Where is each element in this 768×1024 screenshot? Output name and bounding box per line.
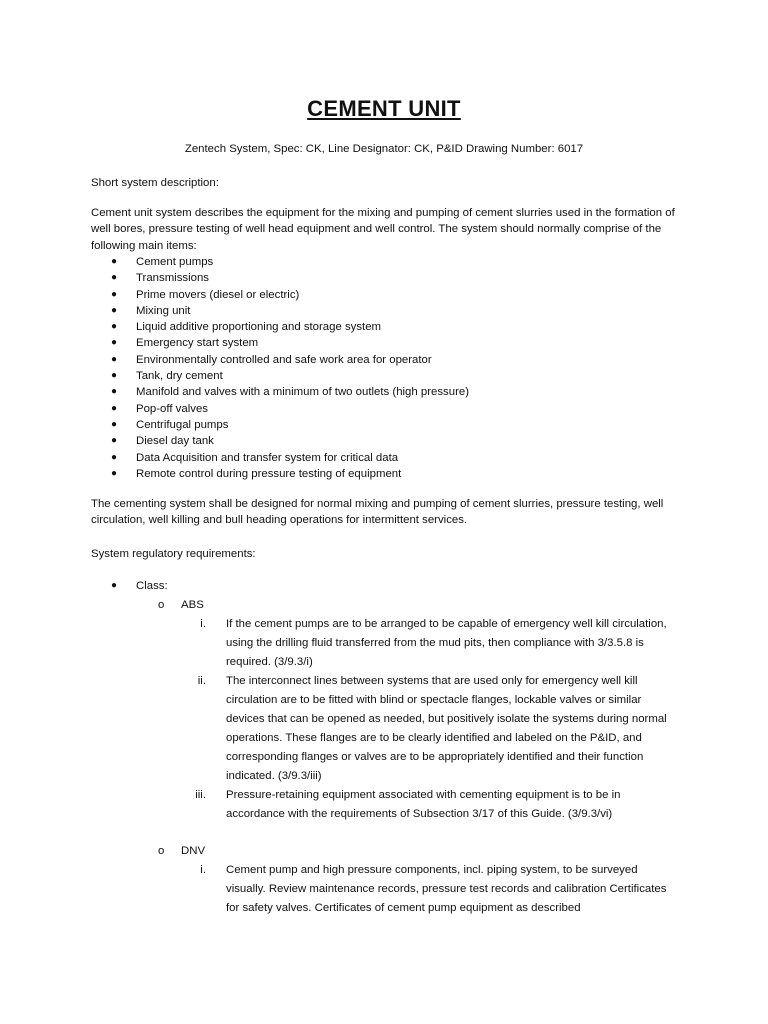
list-item: ● Liquid additive proportioning and storage system — [0, 319, 768, 335]
bullet-icon: ● — [111, 304, 118, 316]
circle-bullet-icon: o — [158, 599, 165, 611]
list-item: ● Transmissions — [0, 270, 768, 286]
system-spec-line: Zentech System, Spec: CK, Line Designator: CK, P&ID Drawing Number: 6017 — [184, 143, 584, 155]
bullet-icon: ● — [111, 418, 118, 430]
bullet-icon: ● — [111, 402, 118, 414]
list-item: ● Prime movers (diesel or electric) — [0, 287, 768, 303]
circle-bullet-icon: o — [158, 845, 165, 857]
list-item: ● Centrifugal pumps — [0, 417, 768, 433]
abs-requirement-text: If the cement pumps are to be arranged to be capable of emergency well kill circulation, using the drilling fluid transferred from the mud pits, then compliance with 3/3.5.8 is required. (3/9.3/i) — [226, 618, 667, 668]
document-title: CEMENT UNIT — [307, 96, 461, 121]
abs-requirement-text: The interconnect lines between systems that are used only for emergency well kill circulation are to be fitted with blind or spectacle flanges, lockable valves or similar devices that can be opened as needed, but positively isolate the systems during normal operations. These flanges are to be clearly identified and labeled on the P&ID, and corresponding flanges or valves are to be appropriately identified and their function indicated. (3/9.3/iii) — [226, 675, 667, 782]
bullet-icon: ● — [111, 337, 118, 349]
list-item: ● Emergency start system — [0, 335, 768, 351]
list-item: ● Environmentally controlled and safe work area for operator — [0, 352, 768, 368]
bullet-icon: ● — [111, 370, 118, 382]
requirement-number: i. — [200, 618, 206, 630]
class-label: Class: — [136, 580, 168, 592]
intro-paragraph: Cement unit system describes the equipment for the mixing and pumping of cement slurries used in the formation of well bores, pressure testing of well head equipment and well control. The system should normally comprise of the following main items: — [91, 207, 675, 252]
bullet-icon: ● — [111, 256, 118, 267]
list-item: ● Mixing unit — [0, 303, 768, 319]
main-items-list — [0, 254, 768, 482]
bullet-icon: ● — [111, 353, 118, 365]
dnv-label: DNV — [181, 845, 206, 857]
bullet-icon: ● — [111, 451, 118, 463]
list-item: ● Data Acquisition and transfer system for critical data — [0, 450, 768, 466]
requirement-number: ii. — [197, 675, 206, 687]
abs-requirement-text: Pressure-retaining equipment associated with cementing equipment is to be in accordance with the requirements of Subsection 3/17 of this Guide. (3/9.3/vi) — [226, 789, 621, 820]
list-item: ● Diesel day tank — [0, 433, 768, 449]
list-item: ● Remote control during pressure testing of equipment — [0, 466, 768, 482]
list-item: ● Tank, dry cement — [0, 368, 768, 384]
requirement-number: iii. — [195, 789, 206, 801]
bullet-icon: ● — [111, 386, 118, 398]
list-item: ● Manifold and valves with a minimum of two outlets (high pressure) — [0, 384, 768, 400]
regulatory-heading: System regulatory requirements: — [91, 548, 256, 560]
dnv-requirement-text: Cement pump and high pressure components, incl. piping system, to be surveyed visually. Review maintenance records, pressure test records and calibration Certificates for safety valves. Certificates of cement pump equipment as described — [226, 864, 667, 914]
bullet-icon: ● — [111, 435, 118, 447]
list-item: ● Cement pumps — [0, 254, 768, 270]
short-description-heading: Short system description: — [91, 177, 219, 189]
design-paragraph: The cementing system shall be designed for normal mixing and pumping of cement slurries, pressure testing, well circulation, well killing and bull heading operations for intermittent services. — [91, 498, 664, 527]
bullet-icon: ● — [111, 272, 118, 284]
list-item: ● Pop-off valves — [0, 401, 768, 417]
bullet-icon: ● — [111, 467, 118, 479]
abs-label: ABS — [181, 599, 204, 611]
requirement-number: i. — [200, 864, 206, 876]
bullet-icon: ● — [111, 321, 118, 333]
bullet-icon: ● — [111, 580, 118, 591]
bullet-icon: ● — [111, 288, 118, 300]
